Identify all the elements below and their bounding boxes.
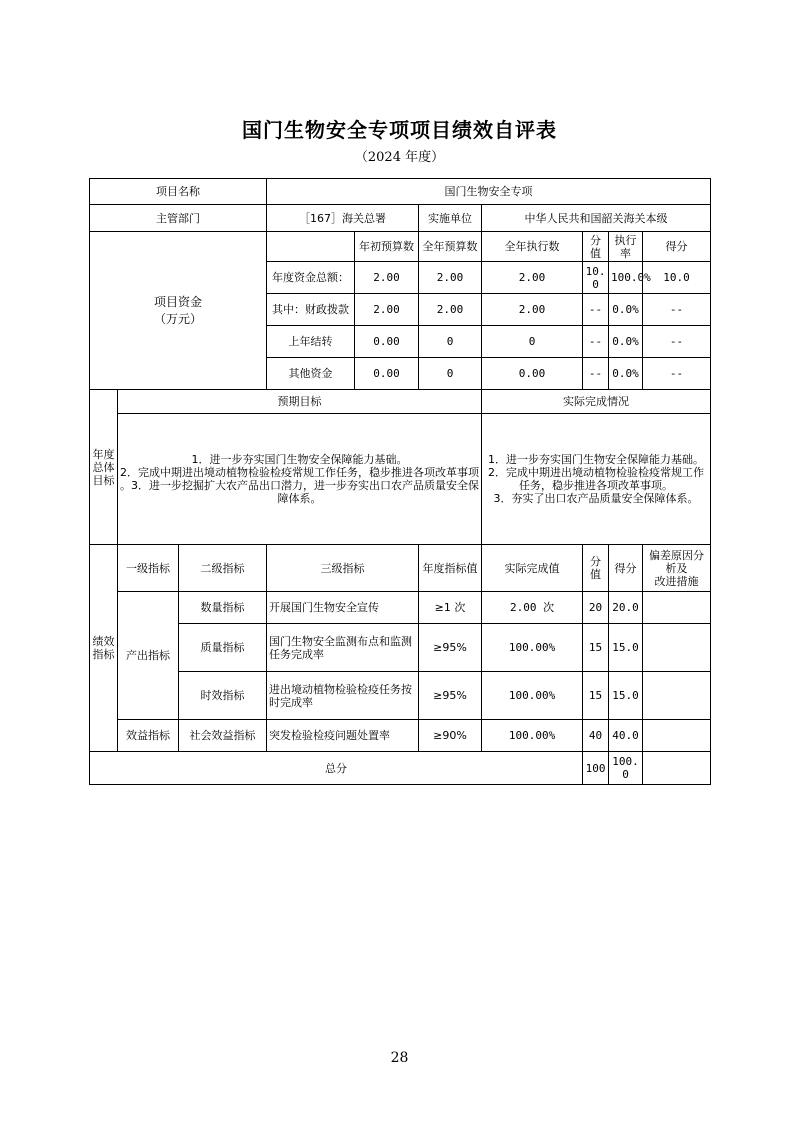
indicator-l2: 数量指标 xyxy=(179,592,267,624)
funds-row-rate: 100.0% xyxy=(609,262,643,294)
indicator-row xyxy=(90,672,711,720)
indicator-score: 15.0 xyxy=(609,624,643,672)
benefit-indicator-label: 效益指标 xyxy=(118,720,179,752)
department-row xyxy=(90,205,711,232)
total-weight: 100 xyxy=(583,752,609,785)
indicator-l2: 时效指标 xyxy=(179,672,267,720)
total-label: 总分 xyxy=(90,752,583,785)
ind-header-weight: 分值 xyxy=(583,545,609,592)
funds-header-rate: 执行率 xyxy=(609,232,643,262)
page-number: 28 xyxy=(390,1050,409,1066)
goals-actual-text: 1．进一步夯实国门生物安全保障能力基础。 2．完成中期进出境动植物检验检疫常规工作任务，稳步推进各项改革事项。 3．夯实了出口农产品质量安全保障体系。 xyxy=(482,414,711,545)
ind-header-note: 偏差原因分析及 改进措施 xyxy=(643,545,711,592)
ind-header-l2: 二级指标 xyxy=(179,545,267,592)
funds-row-exec: 0 xyxy=(482,326,583,358)
funds-row-full: 0 xyxy=(419,326,482,358)
funds-row-exec: 2.00 xyxy=(482,294,583,326)
indicator-score: 15.0 xyxy=(609,672,643,720)
indicator-target: ≥95% xyxy=(419,624,482,672)
indicator-actual: 100.00% xyxy=(482,720,583,752)
dept-value: ［167］海关总署 xyxy=(267,205,419,232)
page-title: 国门生物安全专项项目绩效自评表 xyxy=(242,118,557,142)
project-name-value: 国门生物安全专项 xyxy=(267,179,711,205)
funds-row-weight: -- xyxy=(583,358,609,390)
funds-header-weight: 分值 xyxy=(583,232,609,262)
funds-row-rate: 0.0% xyxy=(609,326,643,358)
funds-row-label: 其他资金 xyxy=(267,358,355,390)
funds-row-rate: 0.0% xyxy=(609,358,643,390)
ind-header-score: 得分 xyxy=(609,545,643,592)
indicators-label: 绩效指标 xyxy=(90,545,118,752)
indicator-note xyxy=(643,720,711,752)
indicator-weight: 20 xyxy=(583,592,609,624)
ind-header-l3: 三级指标 xyxy=(267,545,419,592)
funds-row-full: 0 xyxy=(419,358,482,390)
funds-header-blank xyxy=(267,232,355,262)
indicator-target: ≥95% xyxy=(419,672,482,720)
year-subtitle: （2024 年度） xyxy=(354,150,445,165)
indicator-row xyxy=(90,720,711,752)
ind-header-l1: 一级指标 xyxy=(118,545,179,592)
funds-row-init: 2.00 xyxy=(355,262,419,294)
indicator-note xyxy=(643,672,711,720)
project-name-row xyxy=(90,179,711,205)
total-note xyxy=(643,752,711,785)
ind-header-actual: 实际完成值 xyxy=(482,545,583,592)
total-score: 100.0 xyxy=(609,752,643,785)
goals-expected-text: 1．进一步夯实国门生物安全保障能力基础。 2．完成中期进出境动植物检验检疫常规工作任务，稳步推进各项改革事项 。3．进一步挖掘扩大农产品出口潜力，进一步夯实出口农产品质量安全保障体系。 xyxy=(118,414,482,545)
indicator-actual: 2.00 次 xyxy=(482,592,583,624)
funds-row-weight: -- xyxy=(583,294,609,326)
funds-row-score: 10.0 xyxy=(643,262,711,294)
indicator-l2: 质量指标 xyxy=(179,624,267,672)
funds-header-row xyxy=(90,232,711,262)
indicator-target: ≥1 次 xyxy=(419,592,482,624)
funds-header-init: 年初预算数 xyxy=(355,232,419,262)
indicator-weight: 15 xyxy=(583,672,609,720)
impl-label: 实施单位 xyxy=(419,205,482,232)
funds-label: 项目资金 （万元） xyxy=(90,232,267,390)
funds-row-weight: -- xyxy=(583,326,609,358)
indicator-score: 20.0 xyxy=(609,592,643,624)
indicator-l2: 社会效益指标 xyxy=(179,720,267,752)
funds-row-score: -- xyxy=(643,294,711,326)
funds-row-label: 上年结转 xyxy=(267,326,355,358)
indicators-header-row xyxy=(90,545,711,592)
indicator-l3: 突发检验检疫问题处置率 xyxy=(267,720,419,752)
indicator-row xyxy=(90,592,711,624)
goals-expected-header: 预期目标 xyxy=(118,390,482,414)
funds-row-score: -- xyxy=(643,358,711,390)
goals-actual-header: 实际完成情况 xyxy=(482,390,711,414)
goals-body-row xyxy=(90,414,711,545)
funds-row-init: 0.00 xyxy=(355,358,419,390)
indicator-row xyxy=(90,624,711,672)
funds-row-score: -- xyxy=(643,326,711,358)
indicator-note xyxy=(643,624,711,672)
goals-label: 年度总体目标 xyxy=(90,390,118,545)
indicator-actual: 100.00% xyxy=(482,624,583,672)
indicator-score: 40.0 xyxy=(609,720,643,752)
funds-row-init: 2.00 xyxy=(355,294,419,326)
impl-value: 中华人民共和国韶关海关本级 xyxy=(482,205,711,232)
indicator-weight: 15 xyxy=(583,624,609,672)
dept-label: 主管部门 xyxy=(90,205,267,232)
funds-row-weight: 10.0 xyxy=(583,262,609,294)
funds-row-rate: 0.0% xyxy=(609,294,643,326)
output-indicator-label: 产出指标 xyxy=(118,592,179,720)
funds-row-label: 年度资金总额： xyxy=(267,262,355,294)
indicator-note xyxy=(643,592,711,624)
funds-header-score: 得分 xyxy=(643,232,711,262)
indicator-actual: 100.00% xyxy=(482,672,583,720)
goals-header-row xyxy=(90,390,711,414)
self-evaluation-table xyxy=(89,178,711,785)
funds-row-exec: 0.00 xyxy=(482,358,583,390)
funds-header-exec: 全年执行数 xyxy=(482,232,583,262)
funds-row-init: 0.00 xyxy=(355,326,419,358)
indicator-l3: 开展国门生物安全宣传 xyxy=(267,592,419,624)
ind-header-target: 年度指标值 xyxy=(419,545,482,592)
total-row xyxy=(90,752,711,785)
indicator-target: ≥90% xyxy=(419,720,482,752)
indicator-l3: 进出境动植物检验检疫任务按时完成率 xyxy=(267,672,419,720)
indicator-l3: 国门生物安全监测布点和监测任务完成率 xyxy=(267,624,419,672)
funds-row-label: 其中：财政拨款 xyxy=(267,294,355,326)
indicator-weight: 40 xyxy=(583,720,609,752)
funds-row-full: 2.00 xyxy=(419,294,482,326)
funds-row-exec: 2.00 xyxy=(482,262,583,294)
funds-header-full: 全年预算数 xyxy=(419,232,482,262)
funds-row-full: 2.00 xyxy=(419,262,482,294)
project-name-label: 项目名称 xyxy=(90,179,267,205)
